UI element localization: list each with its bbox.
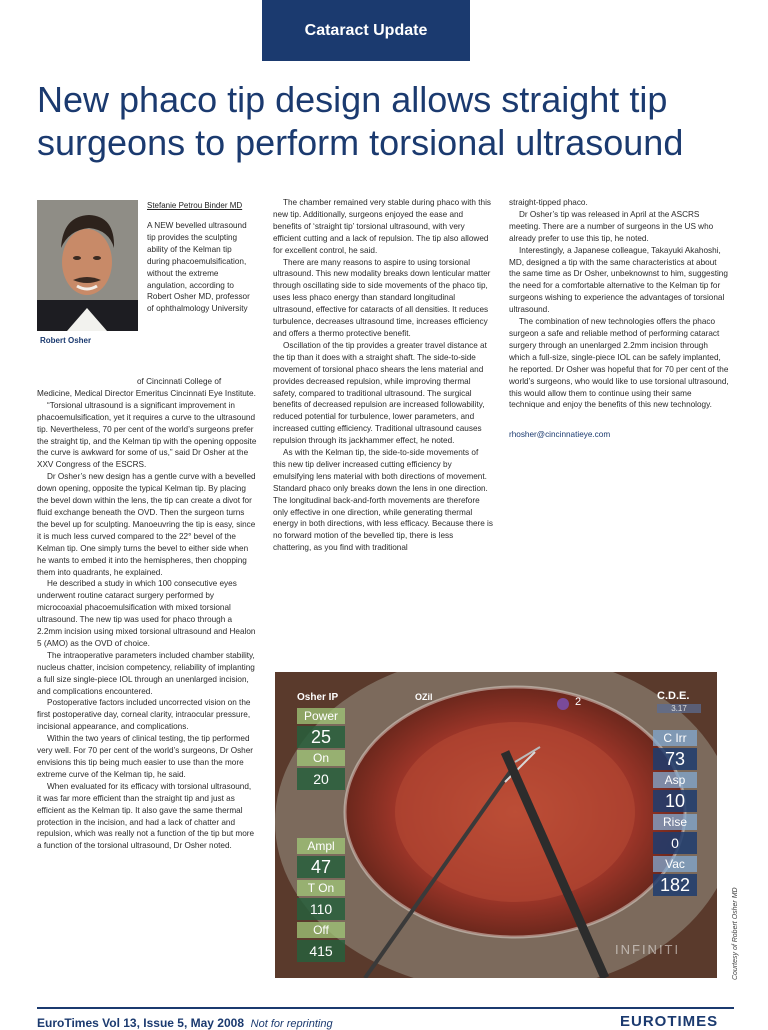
- footer-rule: [37, 1007, 734, 1009]
- cirr-value: 73: [653, 748, 697, 770]
- paragraph: The combination of new technologies offers the phaco surgeon a safe and reliable method of performing cataract surgery through an unenlarged 2.2mm incision through which a full-size, single-piece IOL can be safely implanted, he reported. Dr Osher was hopeful that for 70 per cent of the world’s surgeons, who would like to use torsional ultrasound, this would allow them to continue using their same technique and enjoy the benefits of this new technology.: [509, 317, 729, 410]
- paragraph: of Cincinnati College of Medicine, Medical Director Emeritus Cincinnati Eye Institute.: [37, 377, 256, 398]
- power-value: 25: [297, 726, 345, 748]
- overlay-ozil-label: OZil: [415, 692, 433, 702]
- off-value: 415: [297, 940, 345, 962]
- author-email-link[interactable]: rhosher@cincinnatieye.com: [509, 430, 611, 440]
- paragraph: “Torsional ultrasound is a significant improvement in phacoemulsification, yet it requires a curve to the ultrasound tip. Nevertheless, 70 per cent of the world’s surgeons prefer the straight tip, and the Kelman tip with the opening opposite the curve is awkward for some of us,” said Dr Osher at the XXV Congress of the ESCRS.: [37, 400, 257, 470]
- paragraph: Dr Osher’s tip was released in April at the ASCRS meeting. There are a number of surgeons in the US who already prefer to use this tip, he noted.: [509, 209, 714, 243]
- off-label: Off: [297, 922, 345, 938]
- cde-label: C.D.E.: [657, 690, 690, 702]
- cde-value: 3.17: [657, 704, 701, 713]
- cirr-label: C Irr: [653, 730, 697, 746]
- paragraph: When evaluated for its efficacy with torsional ultrasound, it was far more efficient than the straight tip and just as efficient as the Kelman tip. It also gave the same thermal protection in the incision, and had a lack of chatter and repulsion, which was really not a function of the tip but more a function of the torsional ultrasound, Dr Osher noted.: [37, 781, 255, 851]
- photo-caption: Robert Osher: [40, 336, 92, 345]
- issue-text: EuroTimes Vol 13, Issue 5, May 2008: [37, 1016, 244, 1030]
- paragraph: Postoperative factors included uncorrected vision on the first postoperative day, corneal clarity, intraocular pressure, incisional appearance, and complications.: [37, 698, 251, 732]
- author-photo: [37, 200, 138, 331]
- rise-value: 0: [653, 832, 697, 854]
- paragraph: He described a study in which 100 consecutive eyes underwent routine cataract surgery performed by microcoaxial phacoemulsification with mixed torsional ultrasound. The new tip was used for phaco through a 2.2mm incision using mixed torsional ultrasound and Healon 5 (AMO) as the OVD of choice.: [37, 579, 256, 648]
- reprint-notice: Not for reprinting: [250, 1018, 333, 1030]
- overlay-badge: 2: [575, 696, 582, 708]
- column-3: [509, 197, 729, 441]
- paragraph: The intraoperative parameters included chamber stability, nucleus chatter, incision competency, reliability of implanting a full size single-piece IOL through an unenlarged incision, and complications encountered.: [37, 650, 255, 696]
- figure-credit: [722, 880, 739, 980]
- figure-credit-text: Courtesy of Robert Osher MD: [732, 887, 739, 980]
- ampl-label: Ampl: [297, 838, 345, 854]
- byline: Stefanie Petrou Binder MD: [147, 201, 243, 210]
- paragraph: There are many reasons to aspire to using torsional ultrasound. This new modality breaks down lenticular matter through oscillating side to side movements of the phaco tip, uses less phaco energy than standard longitudinal ultrasound, effective for cataracts of all densities. It reduces turbulence, decreases ultrasound time, increases efficiency and offers a thermo protective benefit.: [273, 257, 491, 338]
- asp-value: 10: [653, 790, 697, 812]
- paragraph: Within the two years of clinical testing, the tip performed very well. For 70 per cent of the world’s surgeons, Dr Osher envisions this tip being much easier to use than the more extreme curve of the Kelman tip, he said.: [37, 734, 253, 779]
- surgical-image: [275, 672, 717, 978]
- device-watermark: INFINITI: [615, 942, 681, 957]
- footer-logo: EUROTIMES: [620, 1013, 719, 1030]
- paragraph: A NEW bevelled ultrasound tip provides the sculpting ability of the Kelman tip during phacoemulsification, without the extreme angulation, according to Robert Osher MD, professor of ophthalmology University: [147, 221, 250, 314]
- section-tab: [262, 0, 470, 61]
- paragraph: Oscillation of the tip provides a greater travel distance at the tip than it does with a straight shaft. The side-to-side movement of torsional phaco shears the lens material and provides decreased repulsion, while improving thermal safety, compared to traditional ultrasound. The surgical benefits of decreased repulsion are increased followability, reduced potential for turbulence, lower parameters, and increased cutting efficiency. Traditional ultrasound causes repulsion through its jackhammer effect, he noted.: [273, 340, 487, 446]
- on-value: 20: [297, 768, 345, 790]
- headline: New phaco tip design allows straight tip surgeons to perform torsional ultrasound: [37, 79, 684, 163]
- rise-label: Rise: [653, 814, 697, 830]
- section-label: Cataract Update: [304, 21, 428, 39]
- column-1: [37, 376, 257, 852]
- paragraph: The chamber remained very stable during phaco with this new tip. Additionally, surgeons enjoyed the ease and benefits of ‘straight tip’ torsional ultrasound, with very efficient cutting and a lack of repulsion. The tip also allowed for excellent control, he said.: [273, 198, 491, 255]
- on-label: On: [297, 750, 345, 766]
- paragraph: straight-tipped phaco.: [509, 198, 588, 207]
- ton-label: T On: [297, 880, 345, 896]
- paragraph: As with the Kelman tip, the side-to-side movements of this new tip deliver increased cutting efficiency by emulsifying lens material with both directions of movement. Standard phaco only breaks down the lens in one direction. The longitudinal back-and-forth movements are therefore only effective in one direction, while generating thermal energy in both directions, with less efficacy. Because there is no forward motion of the bevelled tip, there is less chattering, as you find with traditional: [273, 448, 493, 553]
- asp-label: Asp: [653, 772, 697, 788]
- vac-label: Vac: [653, 856, 697, 872]
- column-2: [273, 197, 493, 554]
- paragraph: Dr Osher’s new design has a gentle curve with a bevelled down opening, opposite the typical Kelman tip. By placing the bevel down within the lens, the tip can create a divot for fluid exchange beneath the OVD. Then the surgeon turns the bevel up for sculpting. Manoeuvring the tip is easy, since it is much less curved compared to the 22° bevel of the Kelman tip. One simply turns the bevel to either side when he wants to embed it into the hemispheres, then chopping them into quadrants, he explained.: [37, 472, 256, 577]
- paragraph: Interestingly, a Japanese colleague, Takayuki Akahoshi, MD, designed a tip with the same characteristics at about the same time as Dr Osher, unbeknownst to him, suggesting the need for a comfortable alternative to the Kelman tip for surgeons wishing to experience the advantages of torsional ultrasound.: [509, 245, 728, 315]
- overlay-mode-label: Osher IP: [297, 692, 339, 703]
- ampl-value: 47: [297, 856, 345, 878]
- ton-value: 110: [297, 898, 345, 920]
- power-label: Power: [297, 708, 345, 724]
- column-1-intro: [147, 220, 255, 315]
- vac-value: 182: [653, 874, 697, 896]
- footer-issue: [37, 1016, 333, 1030]
